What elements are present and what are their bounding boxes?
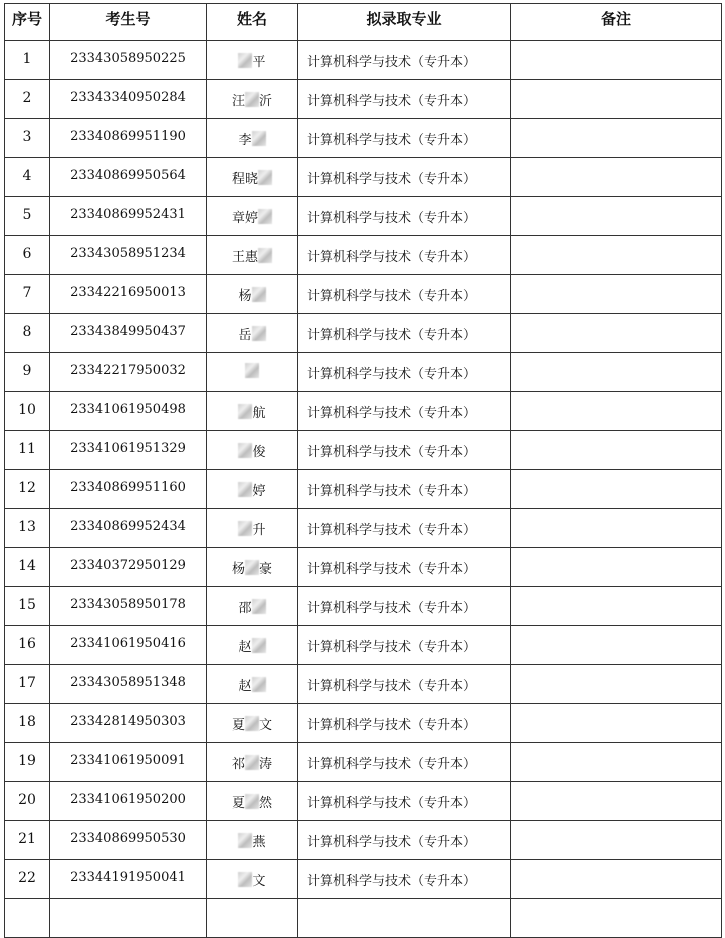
cell-seq: 6 <box>5 236 50 275</box>
cell-name <box>207 509 298 548</box>
cell-seq: 11 <box>5 431 50 470</box>
cell-major: 计算机科学与技术（专升本） <box>298 314 511 353</box>
cell-name <box>207 41 298 80</box>
cell-remark <box>511 860 722 899</box>
cell-seq: 18 <box>5 704 50 743</box>
cell-name <box>207 197 298 236</box>
table-row <box>5 80 722 119</box>
name-text <box>238 402 265 421</box>
table-row <box>5 743 722 782</box>
cell-empty <box>511 899 722 938</box>
redaction-block <box>258 209 272 224</box>
cell-name <box>207 821 298 860</box>
name-visible: 程晓 <box>231 172 258 187</box>
name-suffix: 航 <box>252 406 266 421</box>
cell-major: 计算机科学与技术（专升本） <box>298 236 511 275</box>
redaction-block <box>252 326 266 341</box>
name-visible: 王惠 <box>231 250 258 265</box>
redaction-block <box>252 287 266 302</box>
name-text <box>238 597 265 616</box>
header-exam-no: 考生号 <box>50 4 207 41</box>
cell-exam-no: 23342814950303 <box>50 704 207 743</box>
redaction-block <box>245 755 259 770</box>
redaction-block <box>252 599 266 614</box>
name-text <box>238 870 265 889</box>
cell-name <box>207 704 298 743</box>
cell-remark <box>511 275 722 314</box>
header-name: 姓名 <box>207 4 298 41</box>
name-suffix: 文 <box>259 718 273 733</box>
cell-remark <box>511 119 722 158</box>
cell-name <box>207 314 298 353</box>
name-text <box>232 792 272 811</box>
name-suffix: 升 <box>252 523 266 538</box>
cell-major: 计算机科学与技术（专升本） <box>298 275 511 314</box>
cell-exam-no: 23341061950416 <box>50 626 207 665</box>
cell-exam-no: 23340869952431 <box>50 197 207 236</box>
cell-exam-no: 23340869950530 <box>50 821 207 860</box>
table-row <box>5 392 722 431</box>
cell-remark <box>511 704 722 743</box>
cell-empty <box>207 899 298 938</box>
table-row <box>5 509 722 548</box>
name-visible: 杨 <box>231 562 245 577</box>
cell-name <box>207 80 298 119</box>
cell-major: 计算机科学与技术（专升本） <box>298 119 511 158</box>
cell-name <box>207 587 298 626</box>
cell-exam-no: 23343058951348 <box>50 665 207 704</box>
cell-remark <box>511 197 722 236</box>
table-row <box>5 665 722 704</box>
cell-name <box>207 665 298 704</box>
cell-exam-no: 23343058950225 <box>50 41 207 80</box>
name-visible: 祁 <box>231 757 245 772</box>
table-row <box>5 860 722 899</box>
cell-remark <box>511 431 722 470</box>
name-visible: 赵 <box>238 679 252 694</box>
cell-remark <box>511 509 722 548</box>
name-suffix: 文 <box>252 874 266 889</box>
redaction-block <box>238 872 252 887</box>
cell-exam-no: 23343058951234 <box>50 236 207 275</box>
cell-seq: 13 <box>5 509 50 548</box>
name-text <box>245 363 259 380</box>
cell-name <box>207 158 298 197</box>
name-suffix: 婷 <box>252 484 266 499</box>
name-text <box>238 831 265 850</box>
cell-remark <box>511 392 722 431</box>
cell-remark <box>511 314 722 353</box>
redaction-block <box>245 560 259 575</box>
cell-major: 计算机科学与技术（专升本） <box>298 392 511 431</box>
name-visible: 杨 <box>238 289 252 304</box>
cell-seq: 4 <box>5 158 50 197</box>
redaction-block <box>238 443 252 458</box>
admission-table <box>4 3 722 938</box>
cell-name <box>207 860 298 899</box>
cell-exam-no: 23341061950200 <box>50 782 207 821</box>
redaction-block <box>245 92 259 107</box>
cell-major: 计算机科学与技术（专升本） <box>298 860 511 899</box>
cell-name <box>207 236 298 275</box>
cell-major: 计算机科学与技术（专升本） <box>298 626 511 665</box>
name-visible: 章婷 <box>231 211 258 226</box>
header-seq: 序号 <box>5 4 50 41</box>
cell-exam-no: 23341061950498 <box>50 392 207 431</box>
table-row <box>5 587 722 626</box>
table-row <box>5 782 722 821</box>
cell-major: 计算机科学与技术（专升本） <box>298 158 511 197</box>
cell-major: 计算机科学与技术（专升本） <box>298 665 511 704</box>
cell-name <box>207 626 298 665</box>
cell-remark <box>511 782 722 821</box>
cell-name <box>207 275 298 314</box>
redaction-block <box>258 170 272 185</box>
cell-exam-no: 23340869951160 <box>50 470 207 509</box>
cell-remark <box>511 665 722 704</box>
cell-seq: 16 <box>5 626 50 665</box>
name-text <box>232 168 272 187</box>
cell-remark <box>511 80 722 119</box>
cell-name <box>207 431 298 470</box>
cell-remark <box>511 353 722 392</box>
cell-exam-no: 23343340950284 <box>50 80 207 119</box>
cell-exam-no: 23342216950013 <box>50 275 207 314</box>
name-text <box>232 714 272 733</box>
name-visible: 邵 <box>238 601 252 616</box>
name-text <box>238 129 265 148</box>
cell-seq: 5 <box>5 197 50 236</box>
cell-major: 计算机科学与技术（专升本） <box>298 782 511 821</box>
name-text <box>238 285 265 304</box>
cell-seq: 8 <box>5 314 50 353</box>
name-text <box>238 519 265 538</box>
redaction-block <box>238 53 252 68</box>
table-row <box>5 548 722 587</box>
cell-major: 计算机科学与技术（专升本） <box>298 704 511 743</box>
name-visible: 李 <box>238 133 252 148</box>
name-text <box>238 480 265 499</box>
redaction-block <box>238 404 252 419</box>
cell-remark <box>511 158 722 197</box>
cell-empty <box>298 899 511 938</box>
name-text <box>232 90 272 109</box>
cell-seq: 12 <box>5 470 50 509</box>
cell-seq: 19 <box>5 743 50 782</box>
cell-name <box>207 548 298 587</box>
cell-exam-no: 23343849950437 <box>50 314 207 353</box>
redaction-block <box>238 521 252 536</box>
cell-seq: 9 <box>5 353 50 392</box>
table-row-partial <box>5 899 722 938</box>
cell-name <box>207 392 298 431</box>
name-suffix: 燕 <box>252 835 266 850</box>
cell-exam-no: 23340869950564 <box>50 158 207 197</box>
header-row <box>5 4 722 41</box>
cell-empty <box>50 899 207 938</box>
cell-remark <box>511 470 722 509</box>
table-row <box>5 470 722 509</box>
cell-seq: 2 <box>5 80 50 119</box>
table-row <box>5 626 722 665</box>
table-row <box>5 704 722 743</box>
cell-seq: 10 <box>5 392 50 431</box>
redaction-block <box>245 716 259 731</box>
name-suffix: 俊 <box>252 445 266 460</box>
cell-exam-no: 23343058950178 <box>50 587 207 626</box>
cell-major: 计算机科学与技术（专升本） <box>298 743 511 782</box>
redaction-block <box>252 131 266 146</box>
cell-name <box>207 119 298 158</box>
cell-major: 计算机科学与技术（专升本） <box>298 431 511 470</box>
cell-major: 计算机科学与技术（专升本） <box>298 509 511 548</box>
cell-remark <box>511 821 722 860</box>
table-header <box>5 4 722 41</box>
cell-seq: 22 <box>5 860 50 899</box>
table-row <box>5 821 722 860</box>
cell-remark <box>511 626 722 665</box>
name-visible: 汪 <box>231 94 245 109</box>
table-row <box>5 158 722 197</box>
name-visible: 岳 <box>238 328 252 343</box>
cell-major: 计算机科学与技术（专升本） <box>298 587 511 626</box>
name-text <box>238 675 265 694</box>
name-text <box>238 51 265 70</box>
cell-remark <box>511 41 722 80</box>
table-body <box>5 41 722 938</box>
name-text <box>238 441 265 460</box>
cell-exam-no: 23340372950129 <box>50 548 207 587</box>
name-visible: 赵 <box>238 640 252 655</box>
cell-remark <box>511 743 722 782</box>
cell-major: 计算机科学与技术（专升本） <box>298 41 511 80</box>
table-row <box>5 353 722 392</box>
name-text <box>232 207 272 226</box>
table-row <box>5 275 722 314</box>
cell-seq: 3 <box>5 119 50 158</box>
name-suffix: 沂 <box>259 94 273 109</box>
name-visible: 夏 <box>231 718 245 733</box>
name-text <box>232 558 272 577</box>
name-suffix: 然 <box>259 796 273 811</box>
cell-seq: 20 <box>5 782 50 821</box>
cell-exam-no: 23340869951190 <box>50 119 207 158</box>
cell-name <box>207 353 298 392</box>
cell-seq: 15 <box>5 587 50 626</box>
name-text <box>238 636 265 655</box>
table-row <box>5 236 722 275</box>
cell-exam-no: 23341061951329 <box>50 431 207 470</box>
cell-seq: 17 <box>5 665 50 704</box>
cell-seq: 1 <box>5 41 50 80</box>
cell-seq: 14 <box>5 548 50 587</box>
table-row <box>5 314 722 353</box>
redaction-block <box>245 363 259 378</box>
table-row <box>5 41 722 80</box>
cell-exam-no: 23344191950041 <box>50 860 207 899</box>
cell-major: 计算机科学与技术（专升本） <box>298 197 511 236</box>
table-row <box>5 197 722 236</box>
name-text <box>232 246 272 265</box>
cell-major: 计算机科学与技术（专升本） <box>298 548 511 587</box>
cell-seq: 7 <box>5 275 50 314</box>
cell-major: 计算机科学与技术（专升本） <box>298 470 511 509</box>
cell-remark <box>511 236 722 275</box>
redaction-block <box>245 794 259 809</box>
cell-name <box>207 782 298 821</box>
cell-name <box>207 743 298 782</box>
table-row <box>5 431 722 470</box>
cell-empty <box>5 899 50 938</box>
cell-seq: 21 <box>5 821 50 860</box>
header-major: 拟录取专业 <box>298 4 511 41</box>
cell-exam-no: 23340869952434 <box>50 509 207 548</box>
name-text <box>232 753 272 772</box>
cell-exam-no: 23341061950091 <box>50 743 207 782</box>
name-suffix: 平 <box>252 55 266 70</box>
cell-major: 计算机科学与技术（专升本） <box>298 80 511 119</box>
redaction-block <box>258 248 272 263</box>
redaction-block <box>252 638 266 653</box>
header-remark: 备注 <box>511 4 722 41</box>
cell-remark <box>511 587 722 626</box>
redaction-block <box>238 482 252 497</box>
redaction-block <box>238 833 252 848</box>
name-suffix: 豪 <box>259 562 273 577</box>
cell-name <box>207 470 298 509</box>
name-suffix: 涛 <box>259 757 273 772</box>
name-text <box>238 324 265 343</box>
table-row <box>5 119 722 158</box>
name-visible: 夏 <box>231 796 245 811</box>
cell-remark <box>511 548 722 587</box>
cell-major: 计算机科学与技术（专升本） <box>298 353 511 392</box>
cell-major: 计算机科学与技术（专升本） <box>298 821 511 860</box>
redaction-block <box>252 677 266 692</box>
cell-exam-no: 23342217950032 <box>50 353 207 392</box>
